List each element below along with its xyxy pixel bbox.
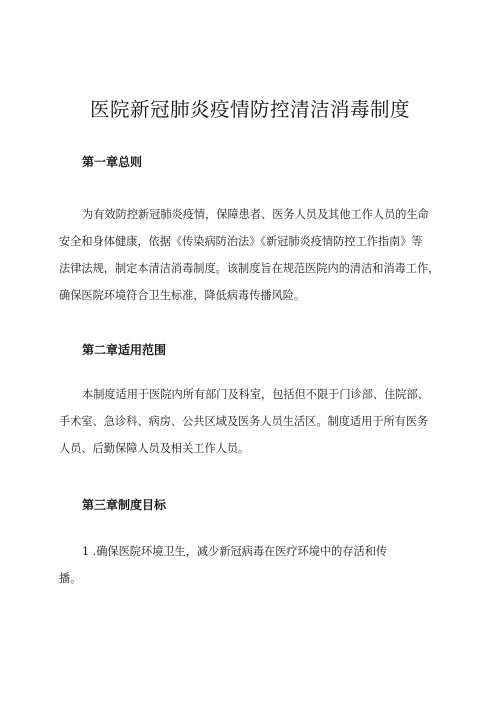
paragraph-line: 法律法规，制定本清洁消毒制度。该制度旨在规范医院内的清洁和消毒工作， — [59, 262, 440, 275]
paragraph-line: 为有效防控新冠肺炎疫情，保障患者、医务人员及其他工作人员的生命 — [82, 208, 429, 221]
section-heading-1: 第一章总则 — [82, 155, 143, 169]
section-paragraph-1 — [59, 201, 443, 309]
paragraph-line: 确保医院环境符合卫生标准，降低病毒传播风险。 — [59, 289, 306, 302]
paragraph-line: 本制度适用于医院内所有部门及科室，包括但不限于门诊部、住院部、 — [82, 388, 429, 401]
paragraph-line: 手术室、急诊科、病房、公共区域及医务人员生活区。制度适用于所有医务 — [59, 415, 429, 428]
paragraph-line: 1 .确保医院环境卫生，减少新冠病毒在医疗环境中的存活和传 — [82, 545, 388, 558]
section-heading-2: 第二章适用范围 — [82, 343, 167, 357]
section-paragraph-3 — [59, 538, 443, 592]
section-paragraph-2 — [59, 381, 443, 462]
paragraph-line: 播。 — [59, 572, 82, 585]
paragraph-line: 人员、后勤保障人员及相关工作人员。 — [59, 442, 250, 455]
section-heading-3: 第三章制度目标 — [82, 498, 167, 512]
document-title: 医院新冠肺炎疫情防控清洁消毒制度 — [89, 98, 410, 121]
paragraph-line: 安全和身体健康，依据《传染病防治法》《新冠肺炎疫情防控工作指南》等 — [59, 235, 423, 248]
